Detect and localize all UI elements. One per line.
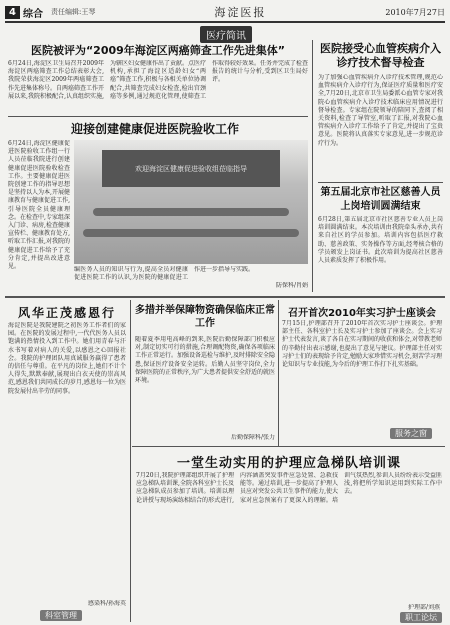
column-left-title: 风华正茂感恩行 (17, 306, 116, 320)
divider (130, 300, 131, 622)
divider (8, 116, 308, 117)
section-label-forum: 职工论坛 (400, 612, 442, 623)
divider (278, 300, 279, 446)
article-2-body: 为了加强心血管疾病介入诊疗技术管理,规范心血管疾病介入诊疗行为,保证医疗质量和医疗安全,7月20日,北京市卫生局委派心血管专家对我院心血管疾病介入诊疗技术临床应用情况进行督导检查。专家组在院领导的陪同下,查阅了相关资料,检查了导管室,听取了汇报,对我院心血管疾病介入诊疗工作给予了肯定,并提出了宝贵意见。医院将认真落实专家意见,进一步规范诊疗行为。 (318, 74, 443, 147)
photo-table (93, 208, 290, 216)
page-number: 4 (5, 6, 20, 19)
column-left-body: 海淀医院是我院建院之初医务工作者们的家园。在医院的发展过程中,一代代医务人员以饱满的热情投入到工作中。她们用青春与汗水书写着对病人的关爱,以感恩之心回报社会。我院的护理团队用真诚服务赢得了患者的信任与尊重。在平凡的岗位上,她们不计个人得失,默默奉献,展现出白衣天使的崇高风范,感恩我们共同成长的岁月,感恩每一位为医院发展付出辛劳的同事。 (8, 322, 126, 395)
divider (312, 40, 313, 292)
column-mid-body: 随着夏季用电高峰的到来,医院后勤保障部门积极应对,制定切实可行的措施,合理调配物资,确保各项临床工作正常运行。加强设备巡检与维护,及时排除安全隐患,保证医疗设备安全运转。后勤人员坚守岗位,全力保障医院的正常秩序,为广大患者提供安全舒适的就医环境。 (135, 336, 275, 385)
section-name: 综合 (22, 8, 43, 20)
section-label-service: 服务之窗 (390, 428, 432, 439)
bottom-article-author: 护理部/刘燕 (407, 604, 440, 611)
divider (132, 446, 445, 447)
section-divider (5, 296, 445, 298)
section-label-management: 科室管理 (40, 610, 82, 621)
photo-screen-text: 欢迎海淀区健康促进验收组莅临指导 (102, 150, 280, 187)
bottom-article-title: 一堂生动实用的护理应急梯队培训课 (176, 456, 401, 471)
article-3-body: 6月24日,海淀区健康促进医院验收工作组一行人员莅临我院进行创建健康促进医院验收检查工作。主要健康促进医院创建工作的指导思想是坚持以人为本,开展健康教育与健康促进工作,引导医院全员健康理念。在检查中,专家组深入门诊、病房,检查健康宣传栏、健康教育处方,听取工作汇报,对我院的健康促进工作给予了充分肯定,并提出改进意见。 (8, 140, 70, 270)
article-2-title: 医院接受心血管疾病介入诊疗技术督导检查 (320, 42, 441, 69)
article-3-title: 迎接创建健康促进医院验收工作 (70, 122, 239, 136)
issue-date: 2010年7月27日 (385, 7, 445, 17)
article-4-body: 6月28日,第五届北京市社区慈善专业人员上岗培训圆满结束。本次培训由我院牵头承办,共有来自社区的学员参加。培训内容包括医疗救助、慈善政策、实务操作等方面,经考核合格的学员颁发上岗证书。此次培训为提高社区慈善人员素质发挥了积极作用。 (318, 216, 443, 265)
divider (318, 182, 443, 183)
photo-caption: 编医务人员的知识与行为,提高全员对健康促进医院工作的认识,为医院的健康促进工作进一步指导与实践。 (74, 266, 255, 282)
medical-news-banner: 医疗简讯 (200, 26, 252, 43)
column-right-title: 召开首次2010年实习护士座谈会 (288, 308, 436, 319)
column-mid-author: 后勤保障科/张力 (230, 434, 275, 441)
masthead (5, 3, 445, 23)
column-left-author: 感染科/孙海英 (87, 600, 126, 607)
column-right-body: 7月15日,护理部召开了2010年首次实习护士座谈会。护理部主任、各科室护士长及实习护士参加了座谈会。会上实习护士代表发言,谈了各自在实习期间的收获和体会,对带教老师的辛勤付出表示感谢,也提出了意见与建议。护理部主任对实习护士们的表现给予肯定,勉励大家珍惜实习机会,刻苦学习理论知识与专业技能,为今后的护理工作打下扎实基础。 (282, 320, 442, 369)
bottom-article-body: 7月20日,我院护理部组织开展了护理应急梯队培训课,全院各科室护士长及应急梯队成员参加了培训。培训以理论讲授与现场演练相结合的形式进行,内容涵盖突发事件应急处置、急救技能等。通过培训,进一步提高了护理人员应对突发公共卫生事件的能力,使大家对应急预案有了更深入的理解。培训气氛热烈,参训人员纷纷表示受益匪浅,将把所学知识运用到实际工作中去。 (136, 472, 442, 504)
photo-credit: 防保科/肖娟 (275, 282, 308, 289)
paper-name: 海淀医报 (214, 6, 267, 19)
column-mid-title: 多措并举保障物资确保临床正常工作 (135, 305, 275, 329)
article-1-title: 医院被评为“2009年海淀区两癌筛查工作先进集体” (30, 44, 286, 57)
article-1-body: 6月24日,海淀区卫生局召开2009年海淀区两癌筛查工作总结表彰大会,我院荣获海淀区2009年两癌筛查工作先进集体称号。自两癌筛查工作开展以来,我院积极配合,认真组织实施,为辖区妇女健康作出了贡献。点医疗机构,承担了海淀区适龄妇女“两癌”筛查工作,积极与各相关单位协调配合,共筛查完成妇女检查,检出宫颈癌等多例,通过规范化管理,使筛查工作取得较好效果。任务并完成了检查报告的统计与分析,受到区卫生局好评。 (8, 60, 308, 100)
meeting-photo (74, 140, 308, 264)
article-4-title: 第五届北京市社区慈善人员上岗培训圆满结束 (320, 187, 441, 212)
editor-credit: 责任编辑:王琴 (50, 8, 96, 16)
photo-table (83, 229, 298, 237)
